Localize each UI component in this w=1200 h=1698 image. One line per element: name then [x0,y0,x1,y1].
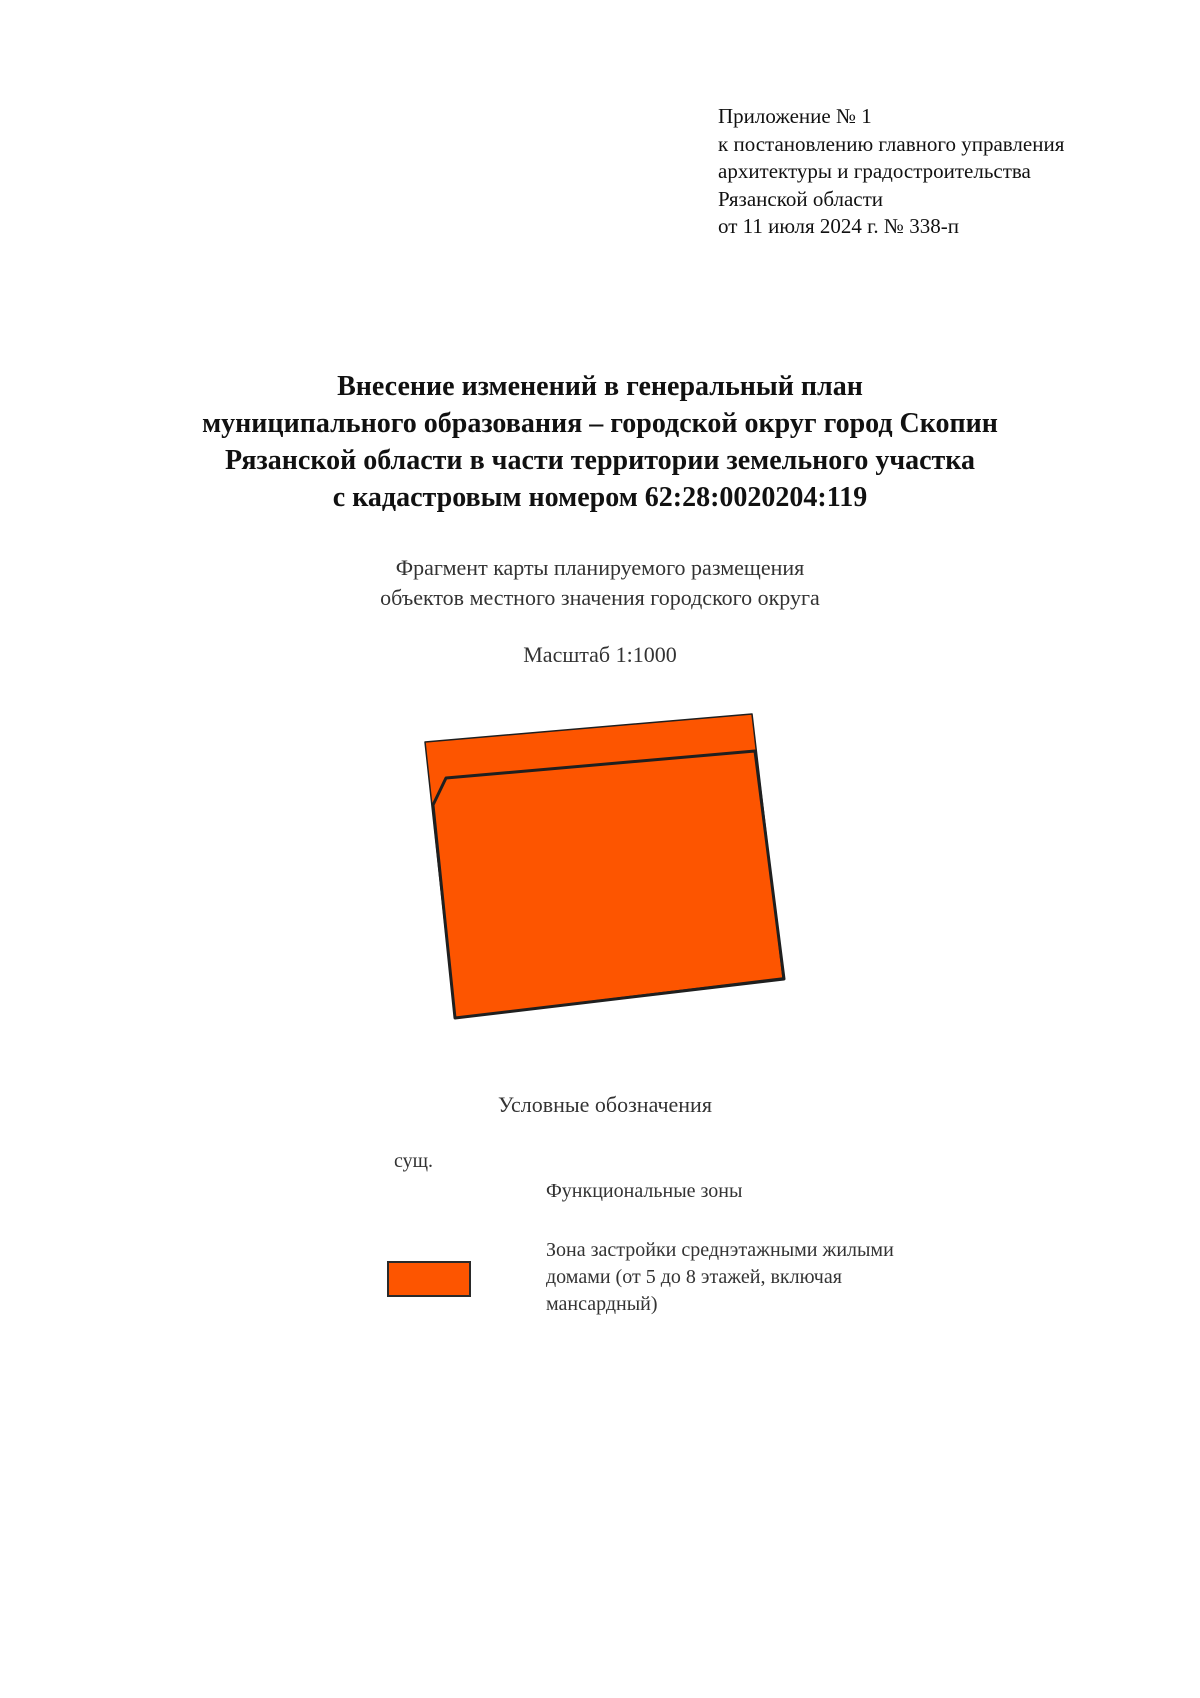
annex-line: от 11 июля 2024 г. № 338-п [718,214,959,238]
legend-title: Условные обозначения [498,1092,712,1117]
title-line: Внесение изменений в генеральный план [337,371,863,402]
legend-group-label: Функциональные зоны [546,1180,743,1202]
subtitle-line: Фрагмент карты планируемого размещения [395,555,805,580]
legend-label-line: Зона застройки среднэтажными жилыми [546,1239,894,1261]
zone-polygon-outer [425,714,783,1018]
annex-line: архитектуры и градостроительства [718,159,1031,183]
title-line: Рязанской области в части территории земельного участка [225,445,975,476]
legend-label-line: домами (от 5 до 8 этажей, включая [546,1266,842,1288]
annex-line: Рязанской области [718,186,884,211]
legend-zone-label [546,1237,1026,1318]
map-scale: Масштаб 1:1000 [523,642,677,667]
title-line: муниципального образования – городской округ город Скопин [202,408,998,439]
legend-label-line: мансардный) [546,1293,658,1315]
annex-line: к постановлению главного управления [718,131,1065,156]
legend-zone-swatch [387,1261,471,1297]
annex-line: Приложение № 1 [718,104,872,128]
title-line: с кадастровым номером 62:28:0020204:119 [332,482,868,513]
legend-existing-label: сущ. [394,1150,434,1172]
subtitle-line: объектов местного значения городского округа [380,585,820,610]
